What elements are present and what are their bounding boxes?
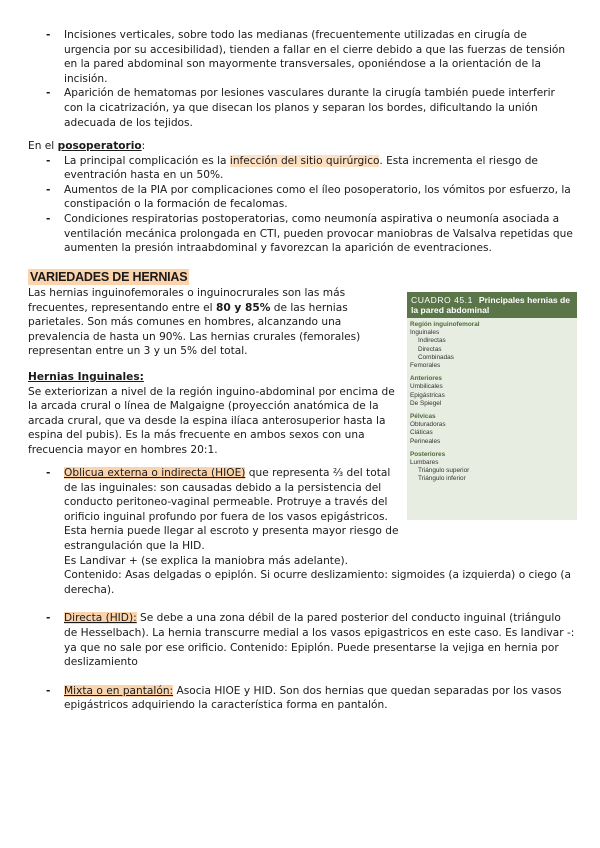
cuadro-figure xyxy=(407,292,577,520)
inguinal-paragraph: Se exteriorizan a nivel de la región inguino-abdominal por encima de la arcada crural o línea de Malgaigne (proyección anatómica de la arcada crural, que va desde la espina ilíaca anterosuperior hasta la espina del pubis). Es la más frecuente en ambos sexos con una frecuencia mayor en hombres 20:1. xyxy=(28,385,395,456)
list-item: - La principal complicación es la infección del sitio quirúrgico. Esta incrementa el riesgo de eventración hasta en un 50%. xyxy=(28,154,576,183)
highlight: Mixta o en pantalón: xyxy=(64,684,174,697)
postop-intro: En el posoperatorio: xyxy=(28,140,146,152)
highlight: Oblicua externa o indirecta (HIOE) xyxy=(64,467,246,479)
complications-list-top xyxy=(28,28,576,130)
contenido-line: Contenido: Asas delgadas o epiplón. Si ocurre deslizamiento: sigmoides (a izquierda) o ciego (a derecha). xyxy=(64,569,572,596)
cuadro-header: CUADRO 45.1 Principales hernias de la pared abdominal xyxy=(407,292,577,318)
postop-section xyxy=(28,139,576,256)
highlight: infección del sitio quirúrgico xyxy=(229,154,380,167)
list-item: - Aparición de hematomas por lesiones vasculares durante la cirugía también puede interferir con la cicatrización, ya que disecan los planos y separan los bordes, dificultando la unión adecuada de los tejidos. xyxy=(28,86,576,130)
list-item: - Incisiones verticales, sobre todo las medianas (frecuentemente utilizadas en cirugía de urgencia por su accesibilidad), tienden a fallar en el cierre debido a que las fuerzas de tensión en la pared abdominal son mayormente transversales, oponiéndose a la orientación de la incisión. xyxy=(28,28,576,86)
list-item: - Condiciones respiratorias postoperatorias, como neumonía aspirativa o neumonía asociada a ventilación mecánica prolongada en CTI, pueden provocar maniobras de Valsalva repetidas que aumenten la presión intraabdominal y favorezcan la aparición de eventraciones. xyxy=(28,212,576,256)
inguinal-section xyxy=(28,370,400,458)
list-item-oblicua: - Oblicua externa o indirecta (HIOE) que representa ⅔ del total de las inguinales: son causadas debido a la persistencia del conducto peritoneo-vaginal permeable. Protruye a través del orificio inguinal profundo por fuera de los vasos epigástricos. Esta hernia puede llegar al escroto y presenta mayor riesgo de estrangulación que la HID. Es Landivar + (se explica la maniobra más adelante). xyxy=(28,466,576,568)
cuadro-body: Región inguinofemoral Inguinales Indirectas Directas Combinadas Femorales Anteriores Umbilicales Epigástricas De Spiegel Pélvicas Obturadoras Ciáticas Perineales Posteriores Lumbares Triángulo superior Triángulo inferior xyxy=(410,321,480,483)
section-heading: VARIEDADES DE HERNIAS xyxy=(30,270,188,284)
list-item-mixta: - Mixta o en pantalón: Asocia HIOE y HID. Son dos hernias que quedan separadas por los vasos epigástricos adquiriendo la característica forma en pantalón. xyxy=(28,684,576,713)
intro-paragraph: Las hernias inguinofemorales o inguinocrurales son las más frecuentes, representando entre el 80 y 85% de las hernias parietales. Son más comunes en hombres, alcanzando una prevalencia de hasta un 90%. Las hernias crurales (femorales) representan entre un 3 y un 5% del total. xyxy=(28,287,361,358)
list-item-directa: - Directa (HID): Se debe a una zona débil de la pared posterior del conducto inguinal (triángulo de Hesselbach). La hernia transcurre medial a los vasos epigastricos en este caso. Es landivar -: ya que no sale por ese orificio. Contenido: Epiplón. Puede presentarse la vejiga en hernia por deslizamiento xyxy=(28,611,576,669)
list-item: - Aumentos de la PIA por complicaciones como el íleo posoperatorio, los vómitos por esfuerzo, la constipación o la formación de fecalomas. xyxy=(28,183,576,212)
subheading: Hernias Inguinales: xyxy=(28,371,144,383)
highlight: Directa (HID): xyxy=(64,612,137,625)
